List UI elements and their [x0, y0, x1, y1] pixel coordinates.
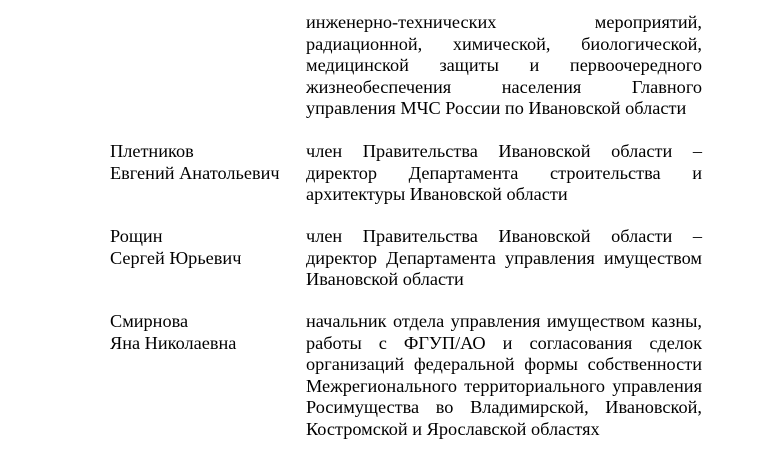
member-entry-smirnova — [110, 311, 702, 443]
role-line: Межрегионального территориального управления — [306, 375, 702, 396]
member-name — [110, 311, 300, 354]
member-entry-roshchin — [110, 226, 702, 292]
member-role — [306, 226, 702, 291]
role-line: член Правительства Ивановской области – — [306, 226, 702, 246]
role-line: жизнеобеспечения населения Главного — [306, 76, 702, 97]
role-line: работы с ФГУП/АО и согласования сделок — [306, 332, 702, 353]
role-line: директор Департамента строительства и — [306, 162, 702, 183]
role-line: архитектуры Ивановской области — [306, 184, 568, 204]
role-line: управления МЧС России по Ивановской области — [306, 98, 687, 118]
role-line: радиационной, химической, биологической, — [306, 33, 702, 54]
member-name — [110, 141, 300, 184]
given-names: Яна Николаевна — [110, 332, 237, 353]
member-entry-continuation — [110, 12, 702, 122]
role-line: член Правительства Ивановской области – — [306, 141, 702, 161]
role-line: Костромской и Ярославской областях — [306, 418, 600, 439]
member-name — [110, 226, 300, 269]
given-names: Сергей Юрьевич — [110, 247, 242, 268]
member-role — [306, 12, 702, 120]
surname: Плетников — [110, 141, 194, 161]
role-line: Росимущества во Владимирской, Ивановской, — [306, 397, 702, 417]
member-entry-pletnikov — [110, 141, 702, 207]
role-line: директор Департамента управления имуществом — [306, 247, 702, 268]
role-line: инженерно-технических мероприятий, — [306, 12, 702, 32]
role-line: организаций федеральной формы собственности — [306, 354, 702, 374]
role-line: начальник отдела управления имуществом казны, — [306, 311, 702, 331]
surname: Рощин — [110, 226, 163, 246]
role-line: Ивановской области — [306, 269, 464, 289]
surname: Смирнова — [110, 311, 189, 331]
member-role — [306, 311, 702, 440]
member-role — [306, 141, 702, 206]
given-names: Евгений Анатольевич — [110, 162, 280, 183]
role-line: медицинской защиты и первоочередного — [306, 55, 702, 75]
